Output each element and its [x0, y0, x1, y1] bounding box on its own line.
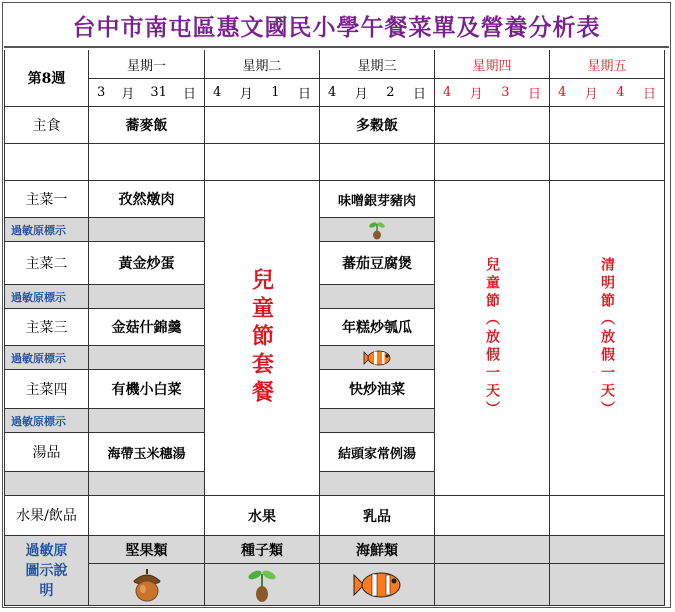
legend-empty-fri: [550, 536, 665, 564]
main1-mon: 孜然燉肉: [89, 181, 205, 218]
allergen-mon-4: [89, 409, 205, 433]
acorn-icon: [129, 567, 165, 603]
main4-wed: 快炒油菜: [320, 370, 435, 409]
sprout-icon: [247, 566, 277, 604]
legend-seafood-icon-cell: [320, 564, 435, 606]
staple-fri: [550, 107, 665, 144]
legend-empty-fri-2: [550, 564, 665, 606]
thu-holiday-cell: [435, 181, 550, 496]
thu-holiday-text: 兒童節（放假一天）: [484, 257, 500, 419]
date-mon: 3 月 31 日: [89, 79, 205, 107]
blank-fri: [550, 144, 665, 181]
blank-mon: [89, 144, 205, 181]
row-label-main3: 主菜三: [4, 309, 89, 346]
soup-mon: 海帶玉米穗湯: [89, 433, 205, 472]
soup-wed: 結頭家常例湯: [320, 433, 435, 472]
fruit-fri: [550, 496, 665, 536]
blank-thu: [435, 144, 550, 181]
legend-seeds-icon-cell: [205, 564, 320, 606]
staple-thu: [435, 107, 550, 144]
allergen-wed-1: [320, 218, 435, 242]
soup-allergen-strip-label: [4, 472, 89, 496]
weekday-thu: 星期四: [435, 50, 550, 79]
date-tue: 4 月 1 日: [205, 79, 320, 107]
legend-label: 過敏原圖示說明: [4, 536, 89, 606]
sprout-icon: [368, 220, 386, 240]
legend-nuts-icon-cell: [89, 564, 205, 606]
date-wed: 4 月 2 日: [320, 79, 435, 107]
blank-tue: [205, 144, 320, 181]
main2-wed: 蕃茄豆腐煲: [320, 242, 435, 285]
allergen-label-2: 過敏原標示: [4, 285, 89, 309]
allergen-label-1: 過敏原標示: [4, 218, 89, 242]
fruit-mon: [89, 496, 205, 536]
allergen-wed-2: [320, 285, 435, 309]
fruit-tue: 水果: [205, 496, 320, 536]
tue-special-cell: [205, 181, 320, 496]
blank-wed: [320, 144, 435, 181]
main4-mon: 有機小白菜: [89, 370, 205, 409]
staple-tue: [205, 107, 320, 144]
page-title: 台中市南屯區惠文國民小學午餐菜單及營養分析表: [4, 4, 669, 48]
weekday-mon: 星期一: [89, 50, 205, 79]
weekday-tue: 星期二: [205, 50, 320, 79]
legend-nuts-label: 堅果類: [89, 536, 205, 564]
fruit-thu: [435, 496, 550, 536]
allergen-wed-4: [320, 409, 435, 433]
soup-allergen-strip-wed: [320, 472, 435, 496]
main3-mon: 金菇什錦羹: [89, 309, 205, 346]
fruit-wed: 乳品: [320, 496, 435, 536]
staple-mon: 蕎麥飯: [89, 107, 205, 144]
weekday-wed: 星期三: [320, 50, 435, 79]
allergen-mon-2: [89, 285, 205, 309]
weekday-fri: 星期五: [550, 50, 665, 79]
legend-empty-thu-2: [435, 564, 550, 606]
row-label-main4: 主菜四: [4, 370, 89, 409]
allergen-wed-3: [320, 346, 435, 370]
row-label-main2: 主菜二: [4, 242, 89, 285]
allergen-label-4: 過敏原標示: [4, 409, 89, 433]
date-thu: 4 月 3 日: [435, 79, 550, 107]
legend-seeds-label: 種子類: [205, 536, 320, 564]
fri-holiday-text: 清明節（放假一天）: [599, 257, 615, 419]
allergen-mon-3: [89, 346, 205, 370]
allergen-label-3: 過敏原標示: [4, 346, 89, 370]
staple-wed: 多穀飯: [320, 107, 435, 144]
legend-seafood-label: 海鮮類: [320, 536, 435, 564]
row-label-staple: 主食: [4, 107, 89, 144]
main2-mon: 黃金炒蛋: [89, 242, 205, 285]
main3-wed: 年糕炒瓠瓜: [320, 309, 435, 346]
row-label-fruit: 水果/飲品: [4, 496, 89, 536]
allergen-mon-1: [89, 218, 205, 242]
fri-holiday-cell: [550, 181, 665, 496]
row-label-main1: 主菜一: [4, 181, 89, 218]
legend-empty-thu: [435, 536, 550, 564]
week-label: 第8週: [4, 50, 89, 107]
blank-row-label: [4, 144, 89, 181]
clownfish-icon: [362, 348, 392, 368]
date-fri: 4 月 4 日: [550, 79, 665, 107]
main1-wed: 味噌銀芽豬肉: [320, 181, 435, 218]
row-label-soup: 湯品: [4, 433, 89, 472]
soup-allergen-strip-mon: [89, 472, 205, 496]
clownfish-icon: [351, 569, 403, 601]
tue-special-text: 兒童節套餐: [248, 268, 275, 408]
